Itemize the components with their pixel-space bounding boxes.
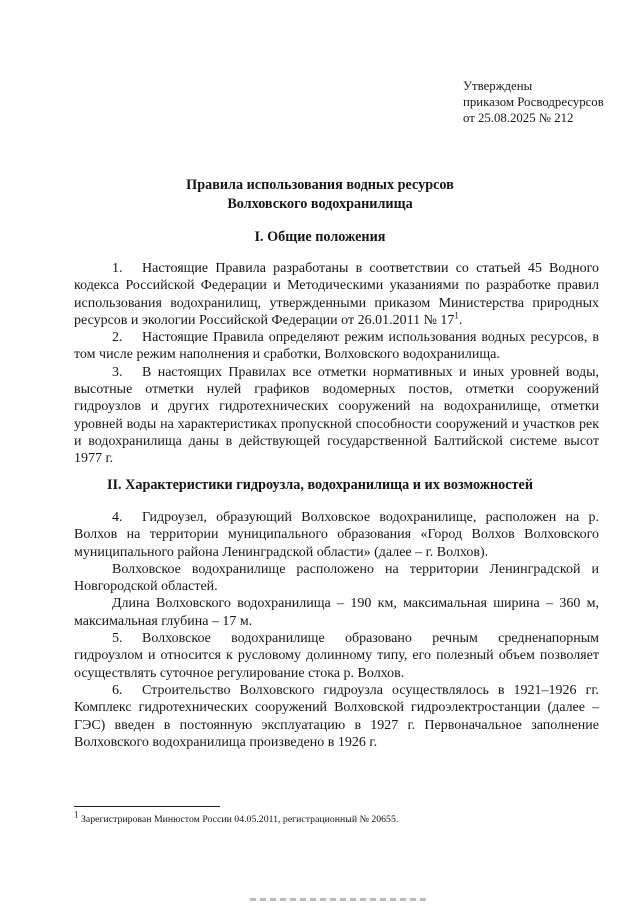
footnote-reference: 1 [454, 310, 459, 321]
section-heading: II. Характеристики гидроузла, водохранилища и их возможностей [106, 477, 534, 493]
paragraph-number: 6. [112, 682, 123, 698]
paragraph-number: 1. [112, 261, 123, 276]
document-title [0, 176, 640, 214]
approval-stamp [463, 78, 604, 126]
paragraph [74, 595, 599, 630]
paragraph-number: 3. [112, 364, 123, 380]
paragraph-number: 5. [112, 631, 123, 647]
footnote [74, 809, 399, 826]
paragraph-text: Волховское водохранилище расположено на территории Ленинградской и Новгородской областей. [74, 561, 599, 595]
paragraph-number: 2. [112, 330, 123, 346]
footnote-divider [74, 806, 220, 807]
paragraph [74, 682, 599, 751]
approval-line: от 25.08.2025 № 212 [463, 111, 574, 125]
paragraph-number: 4. [112, 510, 123, 525]
paragraph [74, 630, 599, 682]
approval-line: Утверждены [463, 79, 533, 93]
scan-artifact [250, 898, 430, 901]
footnote-marker: 1 [74, 809, 79, 820]
title-line: Правила использования водных ресурсов [186, 177, 454, 193]
paragraph [74, 509, 599, 561]
section-heading: I. Общие положения [254, 229, 386, 245]
paragraph [74, 364, 599, 468]
approval-line: приказом Росводресурсов [463, 95, 604, 109]
paragraph-text: Длина Волховского водохранилища – 190 км, максимальная ширина – 360 м, максимальная глубина – 17 м. [74, 596, 599, 629]
section-body [74, 509, 599, 751]
paragraph [74, 260, 599, 329]
title-line: Волховского водохранилища [227, 196, 413, 212]
paragraph-text: Волховское водохранилище образовано речным средненапорным гидроузлом и относится к русловому долинному типу, его полезный объем позволяет осуществлять суточное регулирование стока р. Волхов. [74, 631, 599, 681]
paragraph [74, 329, 599, 364]
paragraph [74, 561, 599, 596]
paragraph-text: Настоящие Правила разработаны в соответствии со статьей 45 Водного кодекса Российской Федерации и Методическими указаниями по разработке правил использования водохранилищ, утвержденными приказом Министерства природных ресурсов и экологии Российской Федерации от 26.01.2011 № 17 [74, 261, 599, 328]
section-body [74, 260, 599, 468]
footnote-text: Зарегистрирован Минюстом России 04.05.2011, регистрационный № 20655. [80, 814, 399, 825]
paragraph-text: В настоящих Правилах все отметки нормативных и иных уровней воды, высотные отметки нулей графиков водомерных постов, отметки сооружений гидроузлов и других гидротехнических сооружений на водохранилище, отметки уровней воды на характеристиках пропускной способности сооружений и участков рек и водохранилища даны в действующей государственной Балтийской системе высот 1977 г. [74, 364, 599, 467]
paragraph-text: Строительство Волховского гидроузла осуществлялось в 1921–1926 гг. Комплекс гидротехнических сооружений Волховской гидроэлектростанции (далее – ГЭС) введен в постоянную эксплуатацию в 1927 г. Первоначальное заполнение Волховского водохранилища произведено в 1926 г. [74, 682, 599, 750]
paragraph-text: Гидроузел, образующий Волховское водохранилище, расположен на р. Волхов на территории муниципального образования «Город Волхов Волховского муниципального района Ленинградской области» (далее – г. Волхов). [74, 510, 599, 560]
paragraph-text: Настоящие Правила определяют режим использования водных ресурсов, в том числе режим наполнения и сработки, Волховского водохранилища. [74, 330, 599, 363]
paragraph-punctuation: . [458, 312, 463, 328]
